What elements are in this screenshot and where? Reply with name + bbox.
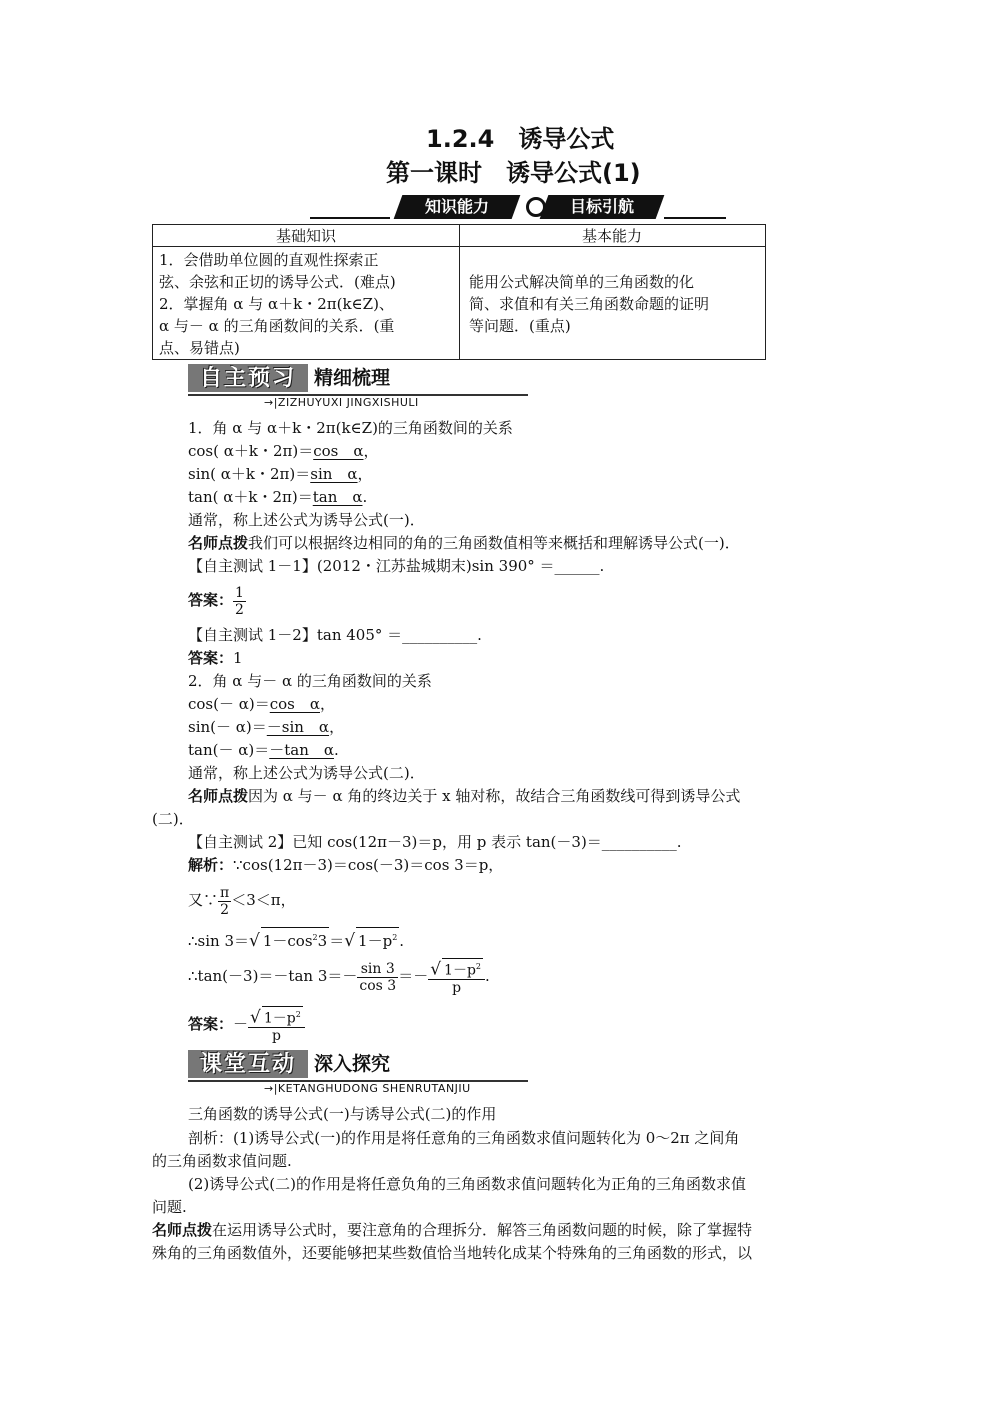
body-text: (2)诱导公式(二)的作用是将任意负角的三角函数求值问题转化为正角的三角函数求值	[188, 1175, 746, 1193]
tip-paragraph-cont: 殊角的三角函数值外，还要能够把某些数值恰当地转化成某个特殊角的三角函数的形式，以	[152, 1244, 753, 1262]
tip-paragraph: 名师点拨我们可以根据终边相同的角的三角函数值相等来概括和理解诱导公式(一)．	[188, 534, 740, 552]
formula-line: sin( α＋k・2π)＝sin α，	[188, 465, 373, 483]
section-subtitle: 深入探究	[314, 1053, 391, 1075]
tip-paragraph-cont: (二)．	[152, 810, 194, 828]
tip-paragraph: 名师点拨因为 α 与－ α 角的终边关于 x 轴对称，故结合三角函数线可得到诱导公式	[188, 787, 741, 805]
body-text: 剖析：(1)诱导公式(一)的作用是将任意角的三角函数求值问题转化为 0～2π 之间角	[188, 1129, 740, 1147]
analysis-line: 又∵ $\frac{\pi}{2}$ ＜3＜π，	[188, 884, 296, 918]
body-text: 的三角函数求值问题.	[152, 1152, 292, 1170]
formula-line: cos( α＋k・2π)＝cos α，	[188, 442, 379, 460]
section-tag: 课堂互动	[188, 1050, 308, 1078]
lesson-title: 第一课时 诱导公式(1)	[386, 159, 641, 187]
formula-line: tan( α＋k・2π)＝tan α.	[188, 488, 368, 506]
answer-line: 答案： $\frac{1}{2}$	[188, 584, 244, 618]
analysis-line: ∴sin 3＝√ $1-\cos^23$ ＝√ $1-p^2$ .	[188, 927, 404, 951]
note-text: 通常，称上述公式为诱导公式(二)．	[188, 764, 425, 782]
table-cell-ability-line: 等问题．(重点)	[469, 317, 571, 335]
banner-tab-target: 目标引航	[540, 195, 665, 219]
analysis-line: 解析：∵cos(12π－3)＝cos(－3)＝cos 3＝p，	[188, 856, 504, 874]
table-cell-knowledge-line: 点、易错点)	[159, 339, 240, 357]
answer-line: 答案：－ $\frac{√ 1-p^2}{p}$	[188, 1004, 305, 1044]
objectives-table	[152, 224, 766, 360]
subheading: 1．角 α 与 α＋k・2π(k∈Z)的三角函数间的关系	[188, 419, 513, 437]
formula-line: tan(－ α)＝－tan α.	[188, 741, 339, 759]
test-question: 【自主测试 1－1】(2012・江苏盐城期末)sin 390° ＝______.	[188, 557, 605, 575]
table-cell-knowledge-line: 1．会借助单位圆的直观性探索正	[159, 251, 379, 269]
table-cell-knowledge-line: 2．掌握角 α 与 α＋k・2π(k∈Z)、	[159, 295, 394, 313]
section-header-preview	[188, 364, 528, 409]
table-cell-ability-line: 简、求值和有关三角函数命题的证明	[469, 295, 710, 313]
test-question: 【自主测试 2】已知 cos(12π－3)＝p，用 p 表示 tan(－3)＝__________.	[188, 833, 682, 851]
table-cell-ability-line: 能用公式解决简单的三角函数的化	[469, 273, 695, 291]
table-header-knowledge: 基础知识	[275, 227, 336, 245]
table-cell-knowledge-line: α 与－ α 的三角函数间的关系．(重	[159, 317, 395, 335]
banner-rule-right	[664, 217, 726, 219]
section-tag: 自主预习	[188, 364, 308, 392]
banner-tab-knowledge: 知识能力	[394, 195, 521, 219]
test-question: 【自主测试 1－2】tan 405° ＝__________.	[188, 626, 482, 644]
subheading: 三角函数的诱导公式(一)与诱导公式(二)的作用	[188, 1105, 497, 1123]
subheading: 2．角 α 与－ α 的三角函数间的关系	[188, 672, 432, 690]
section-pinyin: →|KETANGHUDONG SHENRUTANJIU	[264, 1082, 471, 1095]
section-pinyin: →|ZIZHUYUXI JINGXISHULI	[264, 396, 419, 409]
tip-paragraph: 名师点拨在运用诱导公式时，要注意角的合理拆分．解答三角函数问题的时候，除了掌握特	[152, 1221, 753, 1239]
answer-line: 答案：1	[188, 649, 243, 667]
note-text: 通常，称上述公式为诱导公式(一)．	[188, 511, 425, 529]
formula-line: cos(－ α)＝cos α，	[188, 695, 336, 713]
table-cell-knowledge-line: 弦、余弦和正切的诱导公式．(难点)	[159, 273, 396, 291]
banner-rule-left	[310, 217, 390, 219]
body-text: 问题.	[152, 1198, 187, 1216]
section-subtitle: 精细梳理	[314, 367, 391, 389]
table-header-ability: 基本能力	[581, 227, 642, 245]
formula-line: sin(－ α)＝－sin α，	[188, 718, 345, 736]
section-header-classroom	[188, 1050, 528, 1095]
section-title: 1.2.4 诱导公式	[426, 125, 615, 153]
analysis-line: ∴tan(－3)＝－tan 3＝－ $\frac{\sin 3}{\cos 3}$ ＝－ $\frac{√ 1-p^2}{p}$ .	[188, 959, 490, 996]
